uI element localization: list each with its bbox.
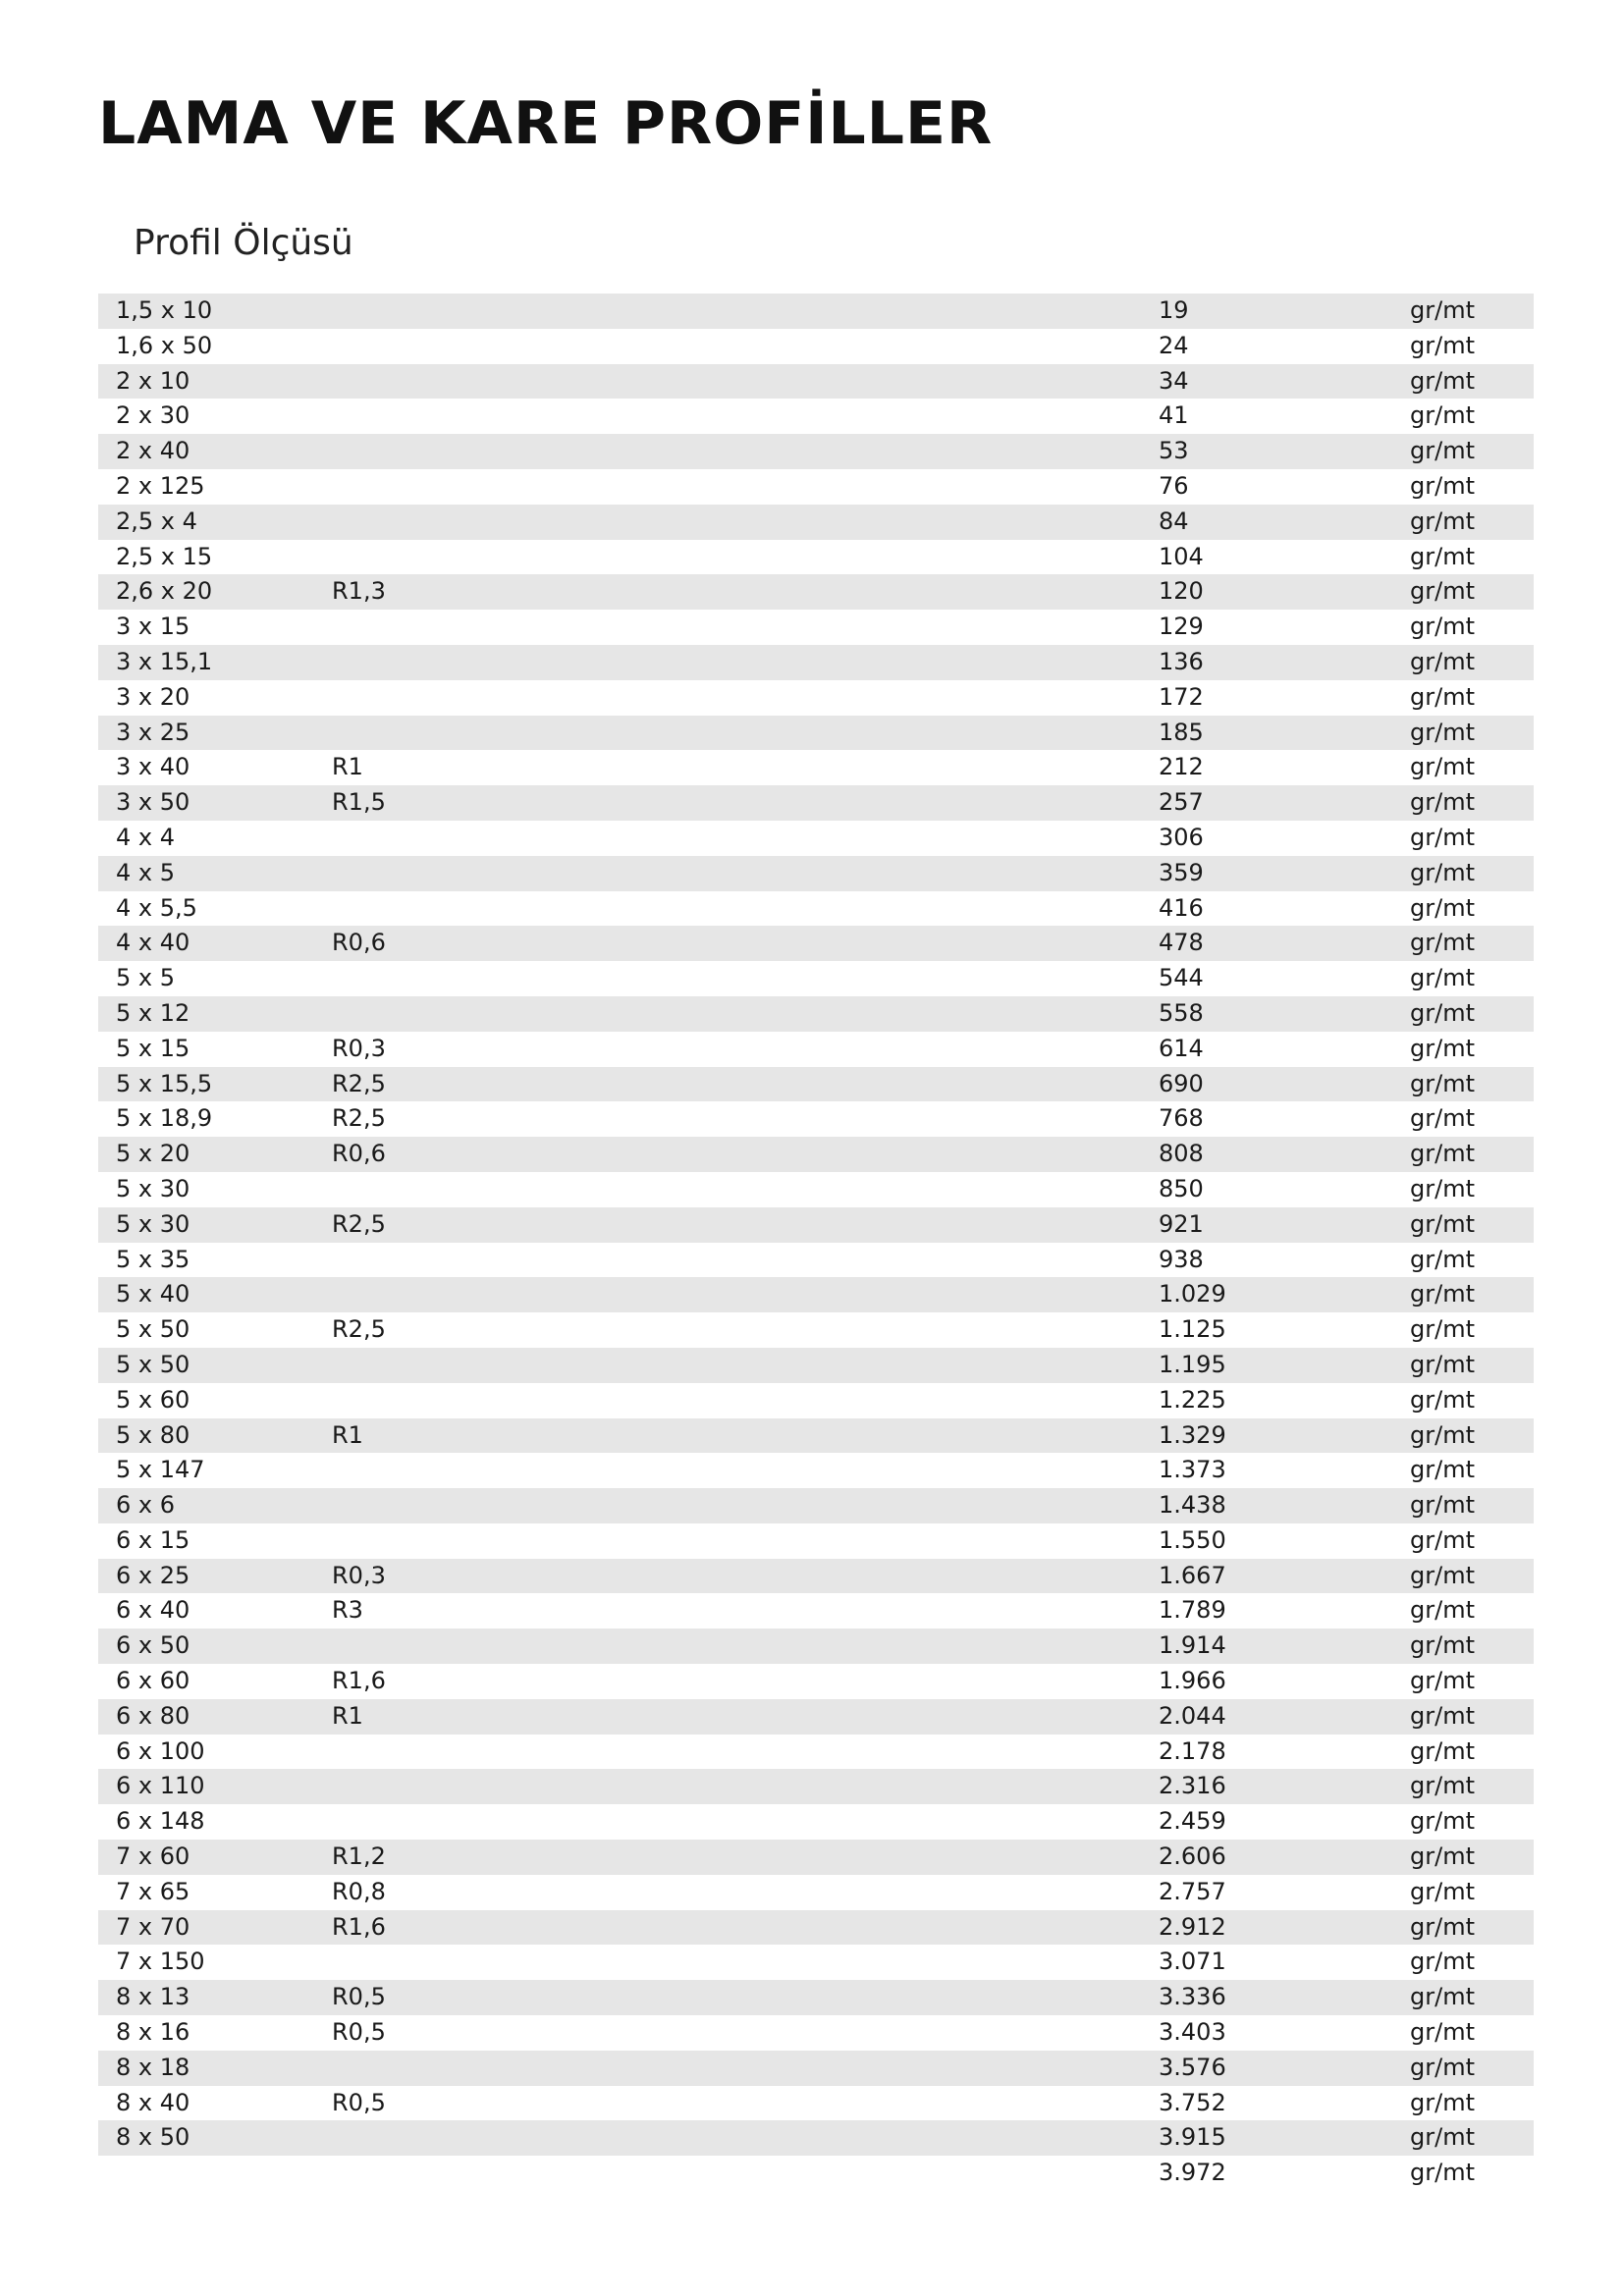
table-row	[98, 1032, 1534, 1067]
table-row	[98, 2086, 1534, 2121]
weight-cell: 24	[1159, 331, 1189, 359]
table-row	[98, 1243, 1534, 1278]
table-row	[98, 1629, 1534, 1664]
unit-cell: gr/mt	[1410, 1350, 1475, 1378]
weight-cell: 1.225	[1159, 1385, 1226, 1414]
profile-size-cell: 5 x 20	[116, 1140, 190, 1168]
weight-cell: 690	[1159, 1069, 1204, 1097]
unit-cell: gr/mt	[1410, 647, 1475, 675]
unit-cell: gr/mt	[1410, 507, 1475, 535]
unit-cell: gr/mt	[1410, 1525, 1475, 1554]
profile-size-cell: 5 x 15,5	[116, 1069, 213, 1097]
profile-size-cell: 8 x 40	[116, 2088, 190, 2116]
weight-cell: 34	[1159, 366, 1189, 395]
weight-cell: 257	[1159, 788, 1204, 817]
table-row	[98, 1523, 1534, 1559]
unit-cell: gr/mt	[1410, 1842, 1475, 1871]
radius-cell: R1,6	[332, 1667, 386, 1695]
weight-cell: 1.029	[1159, 1280, 1226, 1308]
profile-size-cell: 6 x 50	[116, 1631, 190, 1660]
profile-size-cell: 5 x 147	[116, 1456, 205, 1484]
weight-cell: 544	[1159, 964, 1204, 992]
table-row	[98, 996, 1534, 1032]
weight-cell: 129	[1159, 613, 1204, 641]
profile-size-cell: 6 x 40	[116, 1596, 190, 1625]
profile-size-cell: 2,6 x 20	[116, 577, 213, 606]
unit-cell: gr/mt	[1410, 366, 1475, 395]
weight-cell: 2.178	[1159, 1736, 1226, 1765]
profile-size-cell: 6 x 15	[116, 1525, 190, 1554]
table-row	[98, 329, 1534, 364]
radius-cell: R2,5	[332, 1069, 386, 1097]
radius-cell: R1	[332, 753, 363, 781]
unit-cell: gr/mt	[1410, 1877, 1475, 1905]
radius-cell: R1,5	[332, 788, 386, 817]
weight-cell: 212	[1159, 753, 1204, 781]
unit-cell: gr/mt	[1410, 1948, 1475, 1976]
weight-cell: 19	[1159, 296, 1189, 324]
profile-size-cell: 2 x 10	[116, 366, 190, 395]
profile-size-cell: 5 x 35	[116, 1245, 190, 1273]
profile-size-cell: 5 x 5	[116, 964, 175, 992]
table-row	[98, 1277, 1534, 1312]
table-row	[98, 399, 1534, 434]
weight-cell: 850	[1159, 1174, 1204, 1202]
profile-size-cell: 8 x 16	[116, 2018, 190, 2047]
profile-size-cell: 6 x 100	[116, 1736, 205, 1765]
table-row	[98, 364, 1534, 400]
unit-cell: gr/mt	[1410, 998, 1475, 1027]
table-row	[98, 2120, 1534, 2156]
profile-size-cell: 3 x 15	[116, 613, 190, 641]
unit-cell: gr/mt	[1410, 1245, 1475, 1273]
table-row	[98, 961, 1534, 996]
table-row	[98, 1488, 1534, 1523]
weight-cell: 1.329	[1159, 1420, 1226, 1449]
radius-cell: R0,5	[332, 2088, 386, 2116]
radius-cell: R2,5	[332, 1209, 386, 1238]
profile-size-cell: 7 x 70	[116, 1912, 190, 1941]
profile-size-cell: 2,5 x 4	[116, 507, 197, 535]
table-row	[98, 1593, 1534, 1629]
radius-cell: R0,8	[332, 1877, 386, 1905]
unit-cell: gr/mt	[1410, 542, 1475, 570]
table-row	[98, 645, 1534, 680]
weight-cell: 1.438	[1159, 1491, 1226, 1520]
weight-cell: 2.606	[1159, 1842, 1226, 1871]
radius-cell: R0,6	[332, 1140, 386, 1168]
unit-cell: gr/mt	[1410, 613, 1475, 641]
weight-cell: 3.752	[1159, 2088, 1226, 2116]
unit-cell: gr/mt	[1410, 471, 1475, 500]
unit-cell: gr/mt	[1410, 1069, 1475, 1097]
unit-cell: gr/mt	[1410, 1736, 1475, 1765]
unit-cell: gr/mt	[1410, 1983, 1475, 2011]
table-row	[98, 1699, 1534, 1735]
radius-cell: R1	[332, 1420, 363, 1449]
profile-size-cell: 6 x 25	[116, 1561, 190, 1589]
table-row	[98, 294, 1534, 329]
unit-cell: gr/mt	[1410, 2053, 1475, 2081]
unit-cell: gr/mt	[1410, 1912, 1475, 1941]
weight-cell: 1.550	[1159, 1525, 1226, 1554]
weight-cell: 2.912	[1159, 1912, 1226, 1941]
weight-cell: 172	[1159, 682, 1204, 711]
profile-table	[98, 294, 1534, 2191]
weight-cell: 614	[1159, 1034, 1204, 1062]
table-row	[98, 716, 1534, 751]
profile-size-cell: 6 x 110	[116, 1772, 205, 1800]
unit-cell: gr/mt	[1410, 718, 1475, 746]
profile-size-cell: 1,6 x 50	[116, 331, 213, 359]
profile-size-cell: 2 x 30	[116, 401, 190, 430]
weight-cell: 938	[1159, 1245, 1204, 1273]
weight-cell: 416	[1159, 893, 1204, 922]
weight-cell: 921	[1159, 1209, 1204, 1238]
unit-cell: gr/mt	[1410, 1315, 1475, 1344]
table-row	[98, 1101, 1534, 1137]
table-row	[98, 1348, 1534, 1383]
weight-cell: 3.336	[1159, 1983, 1226, 2011]
unit-cell: gr/mt	[1410, 1385, 1475, 1414]
profile-size-cell: 2,5 x 15	[116, 542, 213, 570]
profile-size-cell: 8 x 18	[116, 2053, 190, 2081]
unit-cell: gr/mt	[1410, 1034, 1475, 1062]
unit-cell: gr/mt	[1410, 296, 1475, 324]
profile-size-cell: 5 x 30	[116, 1174, 190, 1202]
unit-cell: gr/mt	[1410, 1209, 1475, 1238]
weight-cell: 3.576	[1159, 2053, 1226, 2081]
profile-size-cell: 5 x 50	[116, 1315, 190, 1344]
section-title: Profil Ölçüsü	[134, 223, 353, 263]
weight-cell: 478	[1159, 929, 1204, 957]
profile-size-cell: 3 x 15,1	[116, 647, 213, 675]
radius-cell: R0,3	[332, 1561, 386, 1589]
table-row	[98, 1875, 1534, 1910]
unit-cell: gr/mt	[1410, 331, 1475, 359]
unit-cell: gr/mt	[1410, 1140, 1475, 1168]
unit-cell: gr/mt	[1410, 1280, 1475, 1308]
table-row	[98, 1383, 1534, 1418]
table-row	[98, 1910, 1534, 1946]
unit-cell: gr/mt	[1410, 2088, 1475, 2116]
profile-size-cell: 6 x 148	[116, 1807, 205, 1836]
radius-cell: R0,5	[332, 1983, 386, 2011]
weight-cell: 558	[1159, 998, 1204, 1027]
unit-cell: gr/mt	[1410, 823, 1475, 851]
page-title: LAMA VE KARE PROFİLLER	[98, 89, 994, 158]
weight-cell: 3.972	[1159, 2159, 1226, 2187]
table-row	[98, 1804, 1534, 1840]
table-row	[98, 610, 1534, 645]
profile-size-cell: 8 x 50	[116, 2123, 190, 2152]
profile-size-cell: 4 x 40	[116, 929, 190, 957]
unit-cell: gr/mt	[1410, 682, 1475, 711]
weight-cell: 1.667	[1159, 1561, 1226, 1589]
profile-size-cell: 6 x 80	[116, 1701, 190, 1730]
unit-cell: gr/mt	[1410, 964, 1475, 992]
profile-size-cell: 3 x 25	[116, 718, 190, 746]
weight-cell: 768	[1159, 1104, 1204, 1133]
unit-cell: gr/mt	[1410, 1174, 1475, 1202]
unit-cell: gr/mt	[1410, 1667, 1475, 1695]
profile-size-cell: 4 x 5,5	[116, 893, 197, 922]
profile-size-cell: 3 x 50	[116, 788, 190, 817]
unit-cell: gr/mt	[1410, 577, 1475, 606]
profile-size-cell: 4 x 5	[116, 858, 175, 886]
table-row	[98, 434, 1534, 469]
weight-cell: 2.757	[1159, 1877, 1226, 1905]
radius-cell: R1	[332, 1701, 363, 1730]
profile-size-cell: 1,5 x 10	[116, 296, 213, 324]
profile-size-cell: 7 x 150	[116, 1948, 205, 1976]
profile-size-cell: 8 x 13	[116, 1983, 190, 2011]
table-row	[98, 821, 1534, 856]
profile-size-cell: 6 x 6	[116, 1491, 175, 1520]
weight-cell: 1.195	[1159, 1350, 1226, 1378]
weight-cell: 306	[1159, 823, 1204, 851]
unit-cell: gr/mt	[1410, 893, 1475, 922]
unit-cell: gr/mt	[1410, 437, 1475, 465]
table-row	[98, 1735, 1534, 1770]
table-row	[98, 1840, 1534, 1875]
weight-cell: 1.966	[1159, 1667, 1226, 1695]
unit-cell: gr/mt	[1410, 2123, 1475, 2152]
profile-size-cell: 5 x 40	[116, 1280, 190, 1308]
radius-cell: R0,6	[332, 929, 386, 957]
table-row	[98, 1664, 1534, 1699]
table-row	[98, 1769, 1534, 1804]
weight-cell: 185	[1159, 718, 1204, 746]
table-row	[98, 926, 1534, 961]
unit-cell: gr/mt	[1410, 858, 1475, 886]
profile-size-cell: 3 x 40	[116, 753, 190, 781]
unit-cell: gr/mt	[1410, 2018, 1475, 2047]
profile-size-cell: 6 x 60	[116, 1667, 190, 1695]
table-row	[98, 1453, 1534, 1488]
radius-cell: R2,5	[332, 1315, 386, 1344]
weight-cell: 2.459	[1159, 1807, 1226, 1836]
weight-cell: 41	[1159, 401, 1189, 430]
weight-cell: 2.316	[1159, 1772, 1226, 1800]
weight-cell: 2.044	[1159, 1701, 1226, 1730]
radius-cell: R0,3	[332, 1034, 386, 1062]
profile-size-cell: 5 x 12	[116, 998, 190, 1027]
weight-cell: 3.915	[1159, 2123, 1226, 2152]
unit-cell: gr/mt	[1410, 1420, 1475, 1449]
unit-cell: gr/mt	[1410, 401, 1475, 430]
weight-cell: 84	[1159, 507, 1189, 535]
profile-size-cell: 5 x 60	[116, 1385, 190, 1414]
table-row	[98, 750, 1534, 785]
weight-cell: 1.125	[1159, 1315, 1226, 1344]
unit-cell: gr/mt	[1410, 1456, 1475, 1484]
profile-size-cell: 7 x 65	[116, 1877, 190, 1905]
profile-size-cell: 5 x 30	[116, 1209, 190, 1238]
unit-cell: gr/mt	[1410, 1491, 1475, 1520]
table-row	[98, 2156, 1534, 2191]
profile-size-cell: 4 x 4	[116, 823, 175, 851]
weight-cell: 808	[1159, 1140, 1204, 1168]
table-row	[98, 1137, 1534, 1172]
profile-size-cell: 2 x 125	[116, 471, 205, 500]
radius-cell: R2,5	[332, 1104, 386, 1133]
table-row	[98, 1980, 1534, 2015]
table-row	[98, 1312, 1534, 1348]
unit-cell: gr/mt	[1410, 2159, 1475, 2187]
table-row	[98, 785, 1534, 821]
table-row	[98, 1559, 1534, 1594]
table-row	[98, 856, 1534, 891]
radius-cell: R1,6	[332, 1912, 386, 1941]
table-row	[98, 1418, 1534, 1454]
unit-cell: gr/mt	[1410, 1701, 1475, 1730]
weight-cell: 120	[1159, 577, 1204, 606]
unit-cell: gr/mt	[1410, 753, 1475, 781]
table-row	[98, 2051, 1534, 2086]
weight-cell: 76	[1159, 471, 1189, 500]
unit-cell: gr/mt	[1410, 929, 1475, 957]
unit-cell: gr/mt	[1410, 1104, 1475, 1133]
table-row	[98, 2015, 1534, 2051]
weight-cell: 3.403	[1159, 2018, 1226, 2047]
table-row	[98, 680, 1534, 716]
unit-cell: gr/mt	[1410, 1631, 1475, 1660]
table-row	[98, 1067, 1534, 1102]
profile-size-cell: 5 x 18,9	[116, 1104, 213, 1133]
table-row	[98, 469, 1534, 505]
radius-cell: R3	[332, 1596, 363, 1625]
unit-cell: gr/mt	[1410, 788, 1475, 817]
table-row	[98, 574, 1534, 610]
table-row	[98, 891, 1534, 927]
radius-cell: R1,2	[332, 1842, 386, 1871]
profile-size-cell: 2 x 40	[116, 437, 190, 465]
weight-cell: 104	[1159, 542, 1204, 570]
radius-cell: R1,3	[332, 577, 386, 606]
profile-size-cell: 5 x 50	[116, 1350, 190, 1378]
weight-cell: 1.373	[1159, 1456, 1226, 1484]
unit-cell: gr/mt	[1410, 1596, 1475, 1625]
table-row	[98, 1945, 1534, 1980]
table-row	[98, 1207, 1534, 1243]
weight-cell: 3.071	[1159, 1948, 1226, 1976]
weight-cell: 53	[1159, 437, 1189, 465]
weight-cell: 359	[1159, 858, 1204, 886]
profile-size-cell: 7 x 60	[116, 1842, 190, 1871]
weight-cell: 136	[1159, 647, 1204, 675]
unit-cell: gr/mt	[1410, 1561, 1475, 1589]
table-row	[98, 505, 1534, 540]
profile-size-cell: 5 x 15	[116, 1034, 190, 1062]
table-row	[98, 540, 1534, 575]
radius-cell: R0,5	[332, 2018, 386, 2047]
unit-cell: gr/mt	[1410, 1772, 1475, 1800]
unit-cell: gr/mt	[1410, 1807, 1475, 1836]
profile-size-cell: 3 x 20	[116, 682, 190, 711]
weight-cell: 1.789	[1159, 1596, 1226, 1625]
weight-cell: 1.914	[1159, 1631, 1226, 1660]
table-row	[98, 1172, 1534, 1207]
profile-size-cell: 5 x 80	[116, 1420, 190, 1449]
